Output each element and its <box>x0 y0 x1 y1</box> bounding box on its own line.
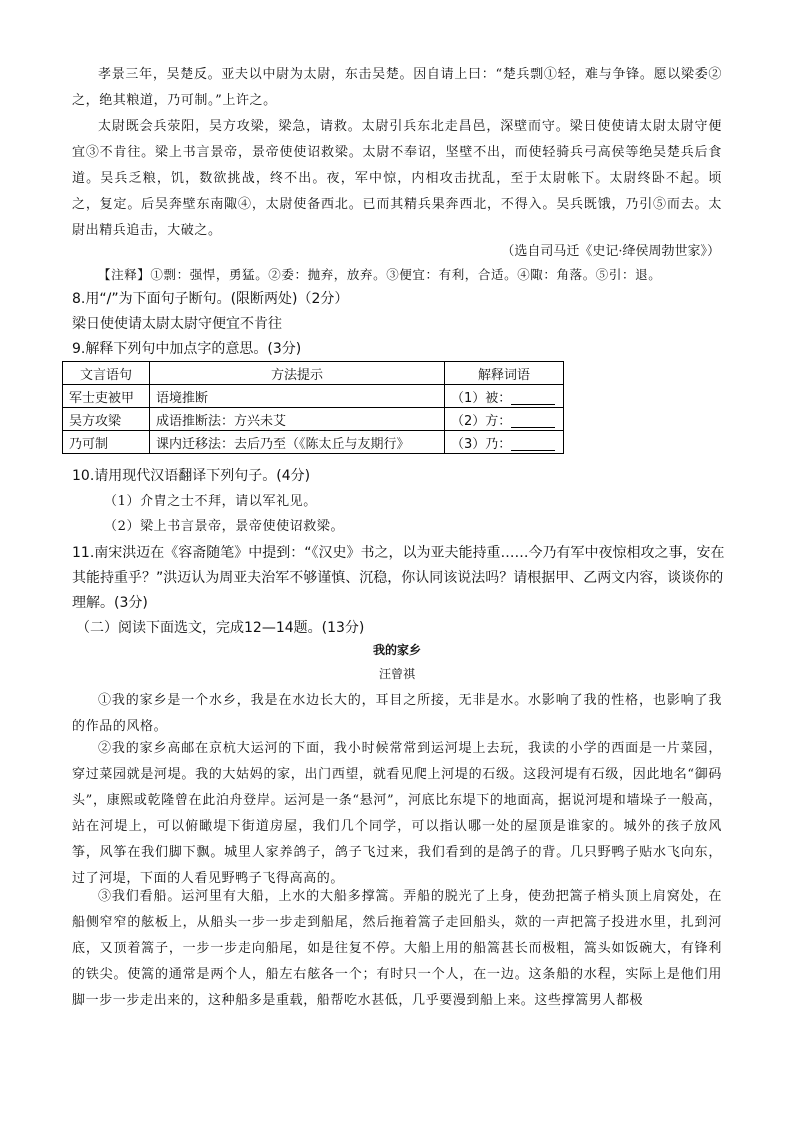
answer-blank[interactable] <box>511 392 555 405</box>
article-paragraph-1: ①我的家乡是一个水乡，我是在水边长大的，耳目之所接，无非是水。水影响了我的性格，也影响了我的作品的风格。 <box>72 693 722 734</box>
question-10-prompt: 10.请用现代汉语翻译下列句子。(4分) <box>72 468 311 484</box>
table-row <box>63 408 564 431</box>
answer-label: （1）被： <box>451 390 512 406</box>
answer-label: （3）乃： <box>451 436 512 452</box>
table-header: 文言语句 <box>63 362 150 385</box>
question-10-sentence-2: （2）梁上书言景帝，景帝使使诏救梁。 <box>104 519 345 534</box>
table-cell: 语境推断 <box>150 385 445 408</box>
table-cell: 课内迁移法：去后乃至（《陈太丘与友期行》 <box>150 431 445 454</box>
article-paragraph-2: ②我的家乡高邮在京杭大运河的下面，我小时候常常到运河堤上去玩，我读的小学的西面是一片菜园，穿过菜园就是河堤。我的大姑妈的家，出门西望，就看见爬上河堤的石级。这段河堤有石级，因此地名“御码头”，康熙或乾隆曾在此泊舟登岸。运河是一条“悬河”，河底比东堤下的地面高，据说河堤和墙垛子一般高，站在河堤上，可以俯瞰堤下街道房屋，我们几个同学，可以指认哪一处的屋顶是谁家的。城外的孩子放风筝，风筝在我们脚下飘。城里人家养鸽子，鸽子飞过来，我们看到的是鸽子的背。几只野鸭子贴水飞向东，过了河堤，下面的人看见野鸭子飞得高高的。 <box>72 741 722 886</box>
table-header: 方法提示 <box>150 362 445 385</box>
passage-a-paragraph-2: 太尉既会兵荥阳，吴方攻梁，梁急，请救。太尉引兵东北走昌邑，深壁而守。梁日使使请太尉太尉守便宜③不肯往。梁上书言景帝，景帝使使诏救梁。太尉不奉诏，坚壁不出，而使轻骑兵弓高侯等绝吴楚兵后食道。吴兵乏粮，饥，数欲挑战，终不出。夜，军中惊，内相攻击扰乱，至于太尉帐下。太尉终卧不起。顷之，复定。后吴奔壁东南陬④，太尉使备西北。已而其精兵果奔西北，不得入。吴兵既饿，乃引⑤而去。太尉出精兵追击，大破之。 <box>72 119 722 238</box>
answer-blank[interactable] <box>511 438 555 451</box>
article-paragraph-3: ③我们看船。运河里有大船，上水的大船多撑篙。弄船的脱光了上身，使劲把篙子梢头顶上肩窝处，在船侧窄窄的舷板上，从船头一步一步走到船尾，然后拖着篙子走回船头，欻的一声把篙子投进水里，扎到河底，又顶着篙子，一步一步走向船尾，如是往复不停。大船上用的船篙甚长而极粗，篙头如饭碗大，有锋利的铁尖。使篙的通常是两个人，船左右舷各一个；有时只一个人，在一边。这条船的水程，实际上是他们用脚一步一步走出来的，这种船多是重载，船帮吃水甚低，几乎要漫到船上来。这些撑篙男人都极 <box>72 889 722 1008</box>
answer-label: （2）方： <box>451 413 512 429</box>
article-title: 我的家乡 <box>372 643 421 657</box>
table-cell: 成语推断法：方兴未艾 <box>150 408 445 431</box>
table-header-row <box>63 362 564 385</box>
article-author: 汪曾祺 <box>378 667 415 681</box>
passage-a-source: （选自司马迁《史记·绛侯周勃世家》） <box>501 244 720 259</box>
table-cell: 军士吏被甲 <box>63 385 150 408</box>
answer-cell[interactable] <box>445 431 564 454</box>
table-row <box>63 431 564 454</box>
question-10-sentence-1: （1）介胄之士不拜，请以军礼见。 <box>104 494 317 509</box>
passage-a-paragraph-1: 孝景三年，吴楚反。亚夫以中尉为太尉，东击吴楚。因自请上曰：“楚兵剽①轻，难与争锋。愿以梁委②之，绝其粮道，乃可制。”上许之。 <box>72 67 722 108</box>
question-9-prompt: 9.解释下列句中加点字的意思。(3分) <box>72 341 302 357</box>
table-header: 解释词语 <box>445 362 564 385</box>
question-9-table <box>62 361 564 454</box>
question-8-sentence: 梁日使使请太尉太尉守便宜不肯往 <box>72 316 282 332</box>
answer-cell[interactable] <box>445 385 564 408</box>
answer-blank[interactable] <box>511 415 555 428</box>
answer-cell[interactable] <box>445 408 564 431</box>
passage-a-notes: 【注释】①剽：强悍，勇猛。②委：抛弃，放弃。③便宜：有利，合适。④陬：角落。⑤引：退。 <box>98 267 662 282</box>
question-11-text: 11.南宋洪迈在《容斋随笔》中提到：“《汉史》书之，以为亚夫能持重……今乃有军中夜惊相攻之事，安在其能持重乎？”洪迈认为周亚夫治军不够谨慎、沉稳，你认同该说法吗？请根据甲、乙两文内容，谈谈你的理解。(3分) <box>72 545 725 611</box>
table-row <box>63 385 564 408</box>
question-8-prompt: 8.用“/”为下面句子断句。(限断两处)（2分） <box>72 291 349 307</box>
table-cell: 乃可制 <box>63 431 150 454</box>
section-2-heading: （二）阅读下面选文，完成12—14题。(13分) <box>76 620 365 636</box>
table-cell: 吴方攻梁 <box>63 408 150 431</box>
